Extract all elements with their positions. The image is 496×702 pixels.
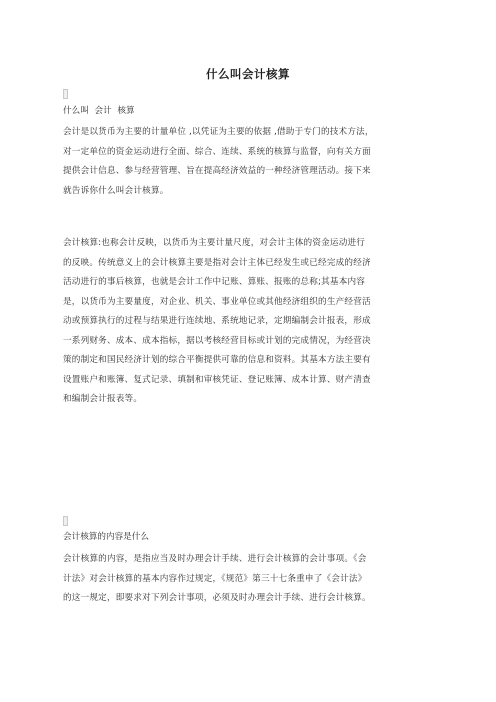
- paragraph-line: 是，以货币为主要量度，对企业、机关、事业单位或其他经济组织的生产经营活: [63, 296, 371, 307]
- paragraph-line: 会计是以货币为主要的计量单位 ,以凭证为主要的依据 ,借助于专门的技术方法，: [63, 127, 374, 137]
- paragraph-line: 和编制会计报表等。: [63, 394, 143, 404]
- paragraph: [63, 234, 435, 410]
- page-title: 什么叫会计核算: [206, 67, 290, 81]
- image-placeholder-icon: [63, 89, 68, 99]
- paragraph-line: 提供会计信息、参与经营管理、旨在提高经济效益的一种经济管理活动。接下来: [63, 166, 371, 176]
- paragraph-line: 的这一规定，即要求对下列会计事项，必须及时办理会计手续、进行会计核算。: [63, 593, 371, 603]
- paragraph-line: 对一定单位的资金运动进行全面、综合、连续、系统的核算与监督，向有关方面: [63, 146, 371, 157]
- paragraph-line: 会计核算的内容，是指应当及时办理会计手续、进行会计核算的会计事项。《会: [63, 554, 367, 564]
- paragraph-line: 就告诉你什么叫会计核算。: [63, 185, 169, 196]
- paragraph-line: 动或预算执行的过程与结果进行连续地、系统地记录，定期编制会计报表，形成: [63, 316, 371, 326]
- section-heading: 什么叫 会计 核算: [63, 106, 135, 116]
- paragraph-line: 活动进行的事后核算，也就是会计工作中记账、算账、报账的总称;其基本内容: [63, 277, 366, 287]
- paragraph: [63, 550, 435, 609]
- paragraph: [63, 123, 435, 201]
- image-placeholder-icon: [63, 516, 68, 526]
- paragraph-line: 计法》对会计核算的基本内容作过规定，《规范》第三十七条重申了《会计法》: [63, 573, 367, 584]
- paragraph-line: 的反映。传统意义上的会计核算主要是指对会计主体已经发生或已经完成的经济: [63, 257, 371, 268]
- paragraph-line: 会计核算:也称会计反映，以货币为主要计量尺度，对会计主体的资金运动进行: [63, 238, 366, 248]
- paragraph-line: 策的制定和国民经济计划的综合平衡提供可靠的信息和资料。其基本方法主要有: [63, 355, 371, 365]
- paragraph-line: 设置账户和账簿、复式记录、填制和审核凭证、登记账簿、成本计算、财产清查: [63, 374, 371, 385]
- section-heading: 会计核算的内容是什么: [63, 532, 149, 542]
- paragraph-line: 一系列财务、成本、成本指标，据以考核经营目标或计划的完成情况，为经营决: [63, 335, 371, 346]
